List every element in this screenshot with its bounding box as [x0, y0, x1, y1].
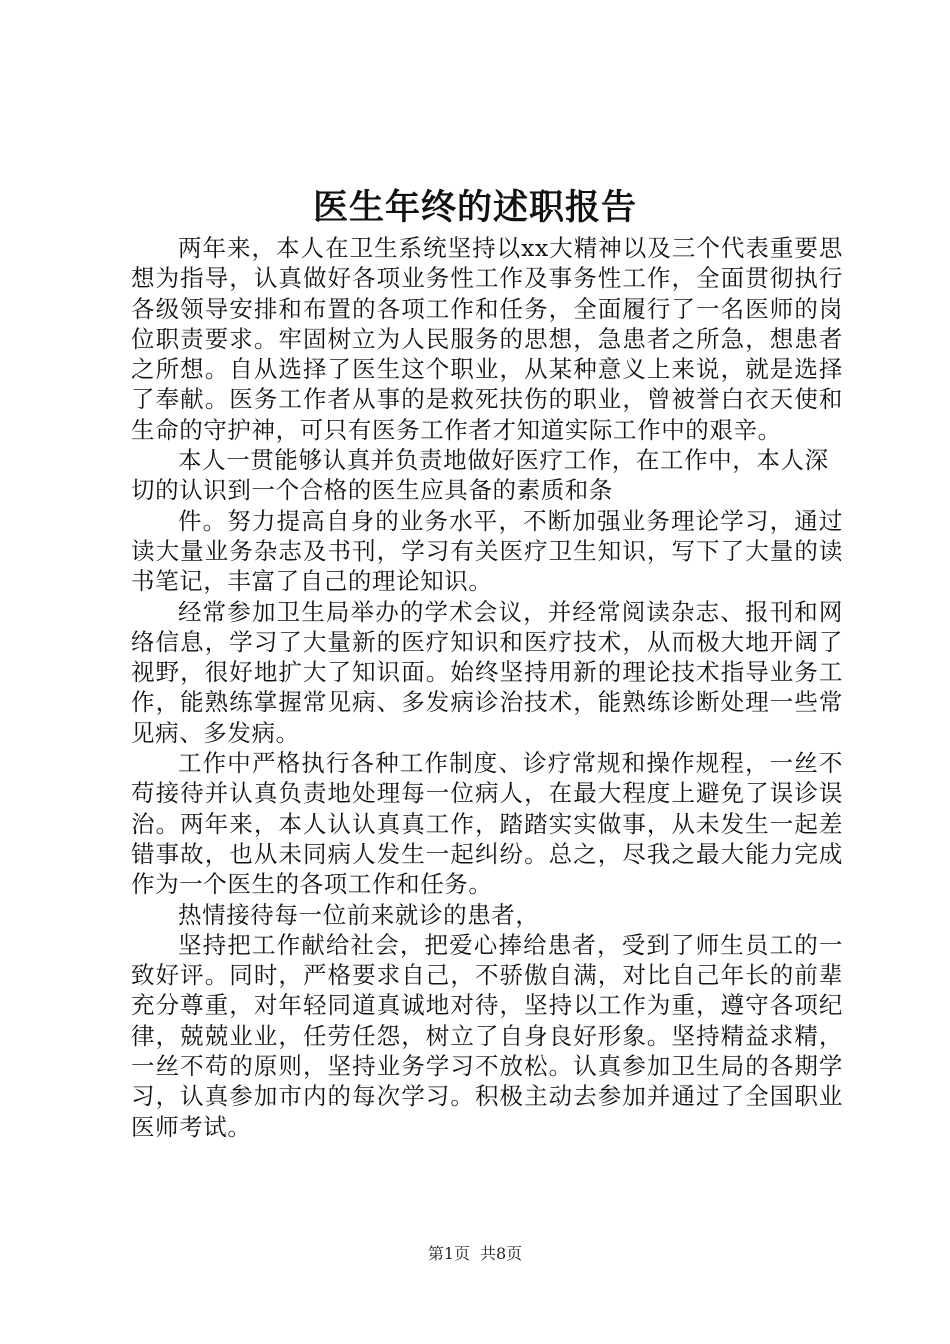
paragraph-6: 热情接待每一位前来就诊的患者，	[178, 900, 540, 929]
document-body	[131, 233, 843, 1142]
paragraph-2: 本人一贯能够认真并负责地做好医疗工作，在工作中，本人深切的认识到一个合格的医生应具备的素质和条	[131, 446, 829, 505]
page-total: 共8页	[480, 1244, 523, 1263]
paragraph-1: 两年来，本人在卫生系统坚持以xx大精神以及三个代表重要思想为指导，认真做好各项业务性工作及事务性工作，全面贯彻执行各级领导安排和布置的各项工作和任务，全面履行了一名医师的岗位职责要求。牢固树立为人民服务的思想，急患者之所急，想患者之所想。自从选择了医生这个职业，从某种意义上来说，就是选择了奉献。医务工作者从事的是救死扶伤的职业，曾被誉白衣天使和生命的守护神，可只有医务工作者才知道实际工作中的艰辛。	[131, 234, 843, 444]
paragraph-5: 工作中严格执行各种工作制度、诊疗常规和操作规程，一丝不苟接待并认真负责地处理每一位病人，在最大程度上避免了误诊误治。两年来，本人认认真真工作，踏踏实实做事，从未发生一起差错事故，也从未同病人发生一起纠纷。总之，尽我之最大能力完成作为一个医生的各项工作和任务。	[131, 749, 843, 899]
page-number: 第1页	[427, 1244, 470, 1263]
paragraph-7: 坚持把工作献给社会，把爱心捧给患者，受到了师生员工的一致好评。同时，严格要求自己，不骄傲自满，对比自己年长的前辈充分尊重，对年轻同道真诚地对待，坚持以工作为重，遵守各项纪律，兢兢业业，任劳任怨，树立了自身良好形象。坚持精益求精，一丝不苟的原则，坚持业务学习不放松。认真参加卫生局的各期学习，认真参加市内的每次学习。积极主动去参加并通过了全国职业医师考试。	[131, 930, 843, 1141]
document-title: 医生年终的述职报告	[312, 187, 637, 228]
paragraph-4: 经常参加卫生局举办的学术会议，并经常阅读杂志、报刊和网络信息，学习了大量新的医疗知识和医疗技术，从而极大地开阔了视野，很好地扩大了知识面。始终坚持用新的理论技术指导业务工作，能熟练掌握常见病、多发病诊治技术，能熟练诊断处理一些常见病、多发病。	[131, 597, 843, 747]
page-footer	[0, 1243, 950, 1265]
paragraph-3: 件。努力提高自身的业务水平，不断加强业务理论学习，通过读大量业务杂志及书刊，学习有关医疗卫生知识，写下了大量的读书笔记，丰富了自己的理论知识。	[131, 506, 843, 596]
